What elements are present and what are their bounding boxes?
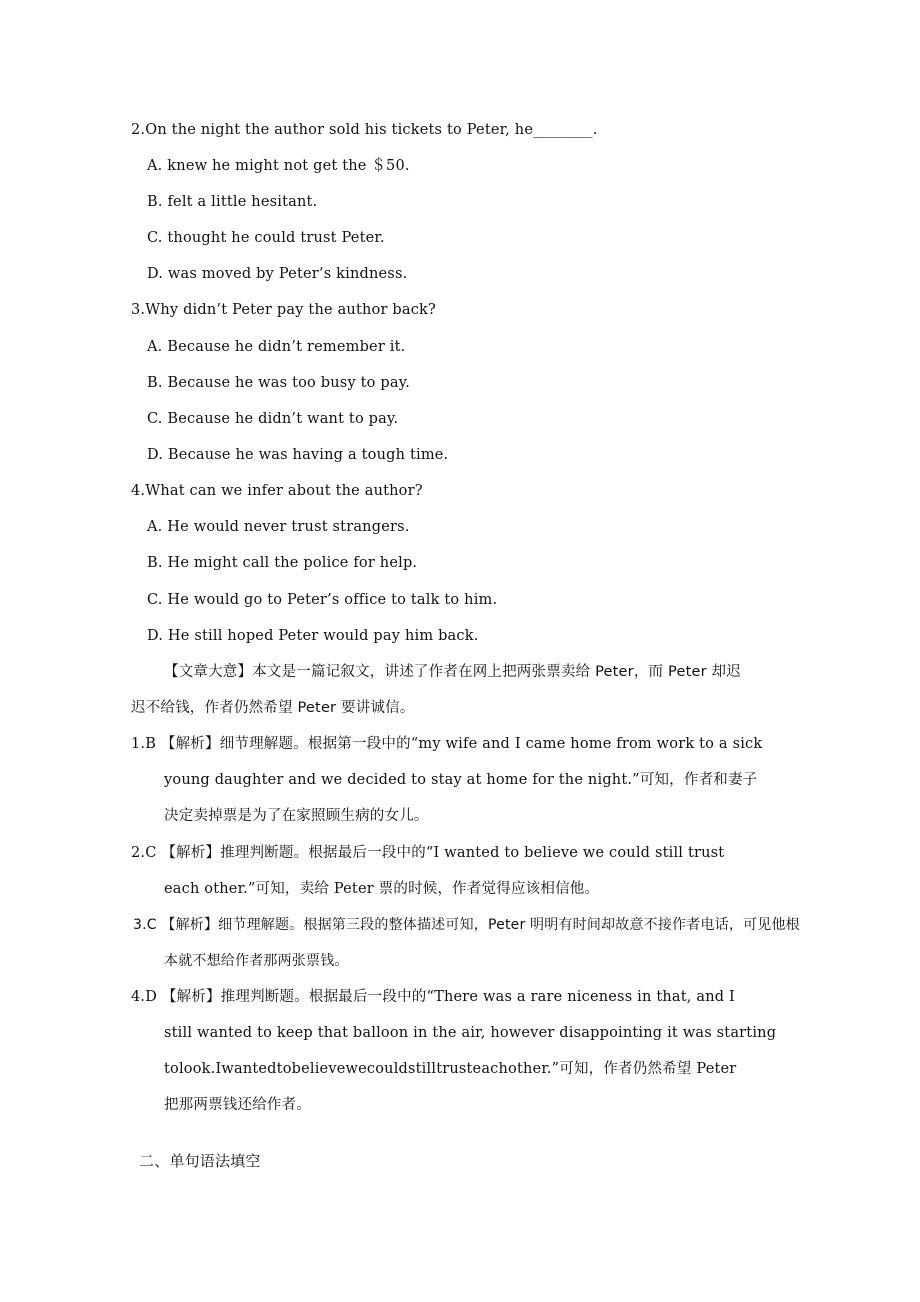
answer-2-line-2: each other.”可知，卖给 Peter 票的时候，作者觉得应该相信他。 xyxy=(164,881,600,897)
question-2-option-c: C. thought he could trust Peter. xyxy=(147,230,385,246)
summary-line-1: 【文章大意】本文是一篇记叙文，讲述了作者在网上把两张票卖给 Peter，而 Peter 却迟 xyxy=(164,664,741,680)
section-heading: 二、单句语法填空 xyxy=(139,1152,261,1170)
answer-1-line-3: 决定卖掉票是为了在家照顾生病的女儿。 xyxy=(164,808,429,824)
question-2-option-a: A. knew he might not get the ＄50. xyxy=(147,158,410,174)
question-4-option-b: B. He might call the police for help. xyxy=(147,555,418,571)
question-2-stem: 2.On the night the author sold his tickets to Peter, he________. xyxy=(131,122,598,138)
question-3-option-b: B. Because he was too busy to pay. xyxy=(147,375,411,391)
answer-1-line-1: 1.B 【解析】细节理解题。根据第一段中的“my wife and I came home from work to a sick xyxy=(131,736,763,752)
answer-4-line-4: 把那两票钱还给作者。 xyxy=(164,1097,311,1113)
summary-line-2: 迟不给钱，作者仍然希望 Peter 要讲诚信。 xyxy=(131,700,415,716)
answer-3-line-1: 3.C 【解析】细节理解题。根据第三段的整体描述可知，Peter 明明有时间却故意不接作者电话，可见他根 xyxy=(133,917,800,933)
question-4-option-a: A. He would never trust strangers. xyxy=(147,519,410,535)
question-4-option-d: D. He still hoped Peter would pay him back. xyxy=(147,628,479,644)
question-2-option-b: B. felt a little hesitant. xyxy=(147,194,318,210)
answer-2-line-1: 2.C 【解析】推理判断题。根据最后一段中的“I wanted to believe we could still trust xyxy=(131,845,725,861)
question-3-option-a: A. Because he didn’t remember it. xyxy=(147,339,406,355)
question-3-stem: 3.Why didn’t Peter pay the author back? xyxy=(131,302,437,318)
answer-4-line-3: tolook.Iwantedtobelievewecouldstilltrusteachother.”可知，作者仍然希望 Peter xyxy=(164,1061,737,1077)
answer-1-line-2: young daughter and we decided to stay at home for the night.”可知，作者和妻子 xyxy=(164,772,758,788)
question-3-option-c: C. Because he didn’t want to pay. xyxy=(147,411,399,427)
question-2-option-d: D. was moved by Peter’s kindness. xyxy=(147,266,408,282)
question-4-option-c: C. He would go to Peter’s office to talk to him. xyxy=(147,592,498,608)
question-4-stem: 4.What can we infer about the author? xyxy=(131,483,423,499)
question-3-option-d: D. Because he was having a tough time. xyxy=(147,447,449,463)
answer-4-line-2: still wanted to keep that balloon in the air, however disappointing it was starting xyxy=(164,1025,777,1041)
answer-4-line-1: 4.D 【解析】推理判断题。根据最后一段中的“There was a rare niceness in that, and I xyxy=(131,989,735,1005)
answer-3-line-2: 本就不想给作者那两张票钱。 xyxy=(164,953,349,969)
